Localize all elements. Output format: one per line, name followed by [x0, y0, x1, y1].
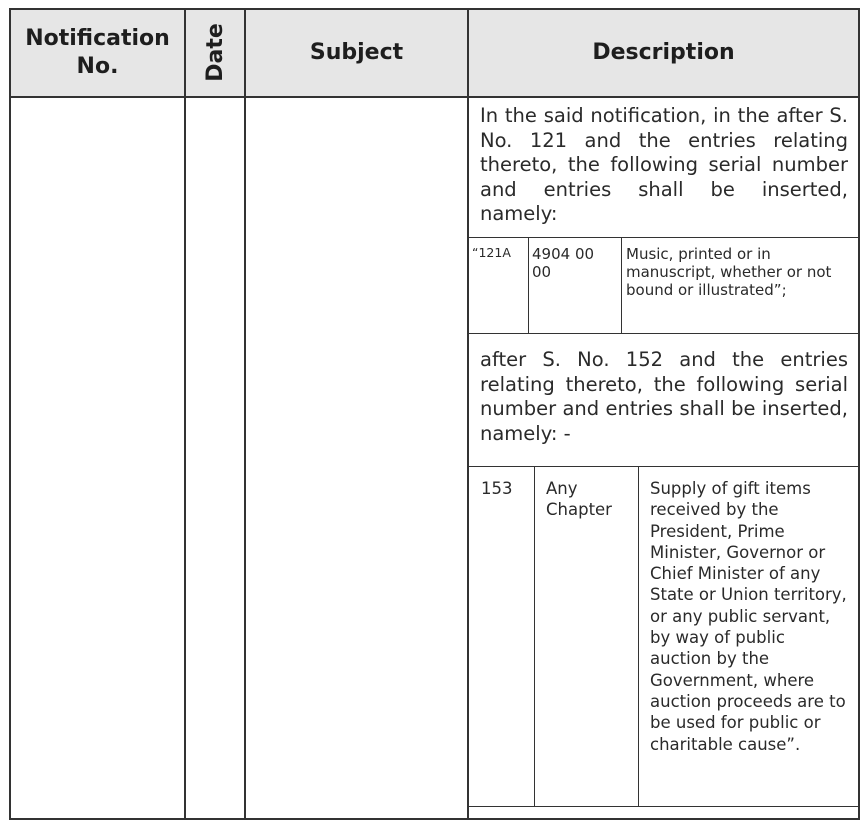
table-right-border — [858, 8, 860, 820]
table-bottom-border — [9, 818, 860, 820]
inner-table-2-divider — [534, 466, 535, 807]
entry-2-description: Supply of gift items received by the President, Prime Minister, Governor or Chief Minister of any State or Union territory, or any public servant, by way of public auction by the Government, where auction proceeds are to be used for public or charitable cause”. — [650, 479, 847, 754]
header-date — [186, 9, 244, 96]
header-bottom-border — [9, 96, 860, 98]
header-date-label: Date — [202, 23, 228, 82]
inner-table-2-bottom — [469, 806, 858, 807]
entry-2-heading: Any Chapter — [546, 479, 612, 520]
table-left-border — [9, 8, 11, 820]
header-notification-no — [11, 10, 184, 96]
entry-1-description: Music, printed or in manuscript, whether or not bound or illustrated”; — [626, 245, 832, 299]
inner-table-2-top — [469, 466, 858, 467]
header-description — [469, 10, 858, 96]
inner-table-1-divider — [621, 237, 622, 334]
inner-table-1-divider — [528, 237, 529, 334]
description-paragraph-1: In the said notification, in the after S. No. 121 and the entries relating thereto, the following serial number and entries shall be inserted, namely: — [480, 104, 848, 225]
entry-1-serial-no: “121A — [472, 245, 511, 260]
header-subject-label: Subject — [309, 40, 404, 65]
header-description-label: Description — [592, 40, 735, 65]
header-notification-no-label: Notification No. — [25, 26, 170, 79]
column-divider — [244, 8, 246, 820]
entry-2-serial-no: 153 — [481, 479, 513, 498]
inner-table-2-divider — [638, 466, 639, 807]
column-divider — [184, 8, 186, 820]
description-paragraph-2: after S. No. 152 and the entries relating thereto, the following serial number and entries shall be inserted, namely: - — [480, 348, 848, 445]
column-divider — [467, 8, 469, 820]
entry-1-heading: 4904 00 00 — [532, 245, 595, 281]
header-subject — [246, 10, 467, 96]
